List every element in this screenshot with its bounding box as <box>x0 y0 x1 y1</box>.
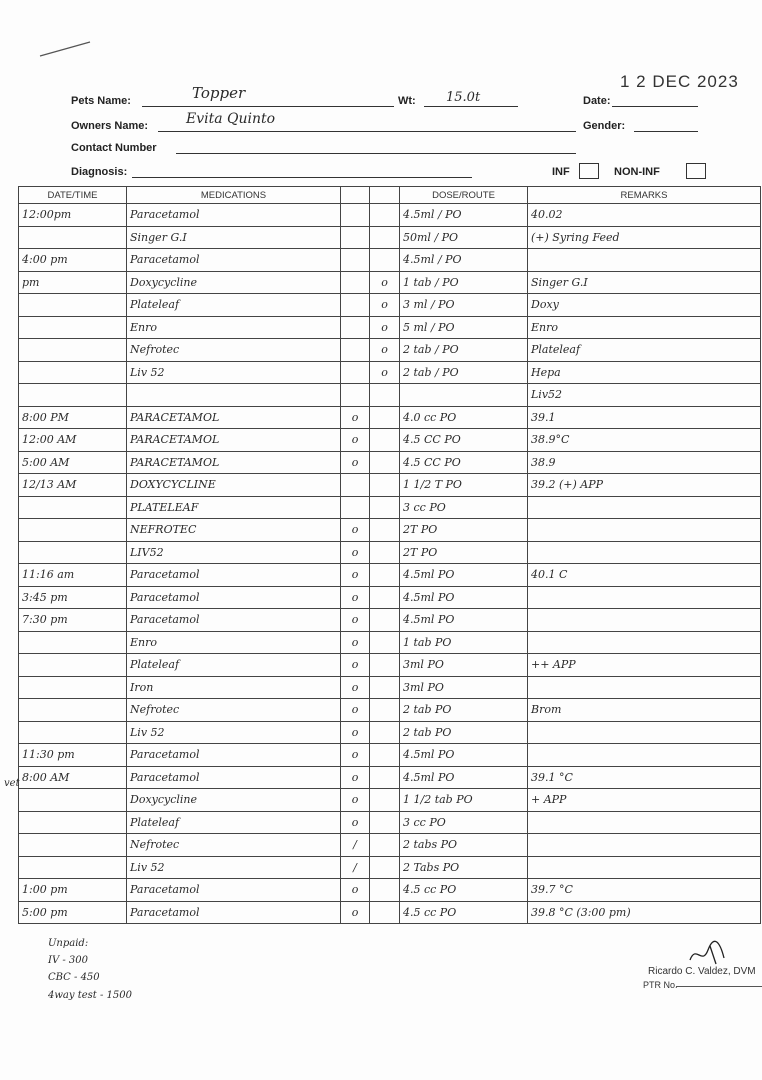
table-row <box>19 631 761 654</box>
contact-label: Contact Number <box>71 142 157 154</box>
row-mark-2 <box>370 654 400 677</box>
date-line <box>612 106 698 107</box>
row-mark-2: o <box>370 316 400 339</box>
noninf-label: NON-INF <box>614 166 660 178</box>
date-label: Date: <box>583 95 611 107</box>
row-mark-2 <box>370 789 400 812</box>
row-mark-2 <box>370 519 400 542</box>
row-dose-route <box>400 384 528 407</box>
row-mark-2 <box>370 856 400 879</box>
row-remarks: 40.02 <box>528 204 761 227</box>
table-row <box>19 789 761 812</box>
row-mark-1 <box>341 294 370 317</box>
row-dose-route: 3 cc PO <box>400 496 528 519</box>
row-mark-2: o <box>370 294 400 317</box>
owners-name-label: Owners Name: <box>71 120 149 132</box>
table-row <box>19 811 761 834</box>
row-remarks <box>528 676 761 699</box>
table-row <box>19 406 761 429</box>
table-row <box>19 609 761 632</box>
contact-line <box>176 153 576 154</box>
ptr-line <box>676 986 762 987</box>
row-medication: Plateleaf <box>127 811 341 834</box>
row-date: 11:16 am <box>19 564 127 587</box>
row-date: 7:30 pm <box>19 609 127 632</box>
row-mark-1 <box>341 316 370 339</box>
row-date: 4:00 pm <box>19 249 127 272</box>
row-mark-1: o <box>341 699 370 722</box>
row-dose-route: 4.5ml PO <box>400 744 528 767</box>
row-mark-2 <box>370 744 400 767</box>
row-medication: Doxycycline <box>127 271 341 294</box>
row-date: 1:00 pm <box>19 879 127 902</box>
row-date: pm <box>19 271 127 294</box>
corner-mark <box>36 38 96 60</box>
unpaid-line-3: 4way test - 1500 <box>48 990 132 1001</box>
row-mark-2 <box>370 631 400 654</box>
row-date <box>19 519 127 542</box>
row-dose-route: 4.0 cc PO <box>400 406 528 429</box>
row-mark-2 <box>370 811 400 834</box>
row-remarks: Brom <box>528 699 761 722</box>
row-medication: Nefrotec <box>127 699 341 722</box>
table-row <box>19 586 761 609</box>
row-mark-2 <box>370 721 400 744</box>
row-mark-2: o <box>370 271 400 294</box>
diagnosis-line <box>132 177 472 178</box>
row-date: 8:00 AM <box>19 766 127 789</box>
row-remarks: 39.1 <box>528 406 761 429</box>
row-dose-route: 4.5ml PO <box>400 564 528 587</box>
row-dose-route: 1 1/2 tab PO <box>400 789 528 812</box>
row-date <box>19 789 127 812</box>
table-header-row <box>19 187 761 204</box>
row-dose-route: 4.5ml / PO <box>400 249 528 272</box>
row-mark-1: o <box>341 586 370 609</box>
row-date: 5:00 AM <box>19 451 127 474</box>
row-dose-route: 4.5 cc PO <box>400 879 528 902</box>
table-row <box>19 429 761 452</box>
row-date: 12/13 AM <box>19 474 127 497</box>
row-date: 5:00 pm <box>19 901 127 924</box>
row-remarks: + APP <box>528 789 761 812</box>
row-mark-1: o <box>341 631 370 654</box>
row-date: 12:00pm <box>19 204 127 227</box>
row-medication: Liv 52 <box>127 721 341 744</box>
row-date <box>19 699 127 722</box>
row-date: 12:00 AM <box>19 429 127 452</box>
row-date <box>19 631 127 654</box>
table-row <box>19 294 761 317</box>
date-stamp: 1 2 DEC 2023 <box>620 72 739 91</box>
row-dose-route: 4.5ml PO <box>400 766 528 789</box>
col-remarks: REMARKS <box>528 187 761 204</box>
table-row <box>19 384 761 407</box>
table-row <box>19 856 761 879</box>
row-mark-2 <box>370 541 400 564</box>
table-row <box>19 474 761 497</box>
row-remarks <box>528 631 761 654</box>
row-remarks <box>528 721 761 744</box>
row-medication: Singer G.I <box>127 226 341 249</box>
table-row <box>19 564 761 587</box>
row-dose-route: 4.5ml PO <box>400 609 528 632</box>
row-remarks: Singer G.I <box>528 271 761 294</box>
row-remarks: Liv52 <box>528 384 761 407</box>
wt-value: 15.0t <box>446 90 481 105</box>
row-dose-route: 2 tab PO <box>400 721 528 744</box>
row-dose-route: 50ml / PO <box>400 226 528 249</box>
row-mark-2 <box>370 451 400 474</box>
row-dose-route: 2 tab / PO <box>400 361 528 384</box>
inf-label: INF <box>552 166 570 178</box>
row-remarks: 39.7 °C <box>528 879 761 902</box>
row-mark-1: / <box>341 834 370 857</box>
col-medications: MEDICATIONS <box>127 187 341 204</box>
col-dose-route: DOSE/ROUTE <box>400 187 528 204</box>
row-remarks: Hepa <box>528 361 761 384</box>
unpaid-label: Unpaid: <box>48 938 89 949</box>
owners-name-value: Evita Quinto <box>186 111 276 127</box>
row-mark-1: o <box>341 744 370 767</box>
row-remarks: ++ APP <box>528 654 761 677</box>
row-mark-1: o <box>341 609 370 632</box>
row-mark-2 <box>370 429 400 452</box>
row-mark-2 <box>370 676 400 699</box>
row-mark-2 <box>370 879 400 902</box>
row-remarks: Enro <box>528 316 761 339</box>
row-mark-1: o <box>341 564 370 587</box>
row-mark-1: o <box>341 676 370 699</box>
row-medication: PARACETAMOL <box>127 451 341 474</box>
row-date <box>19 676 127 699</box>
table-row <box>19 226 761 249</box>
row-medication: Liv 52 <box>127 361 341 384</box>
row-mark-1: o <box>341 541 370 564</box>
pets-name-line <box>142 106 394 107</box>
row-dose-route: 4.5 CC PO <box>400 451 528 474</box>
vet-name: Ricardo C. Valdez, DVM <box>648 966 756 977</box>
table-row <box>19 451 761 474</box>
row-mark-2 <box>370 609 400 632</box>
row-remarks <box>528 249 761 272</box>
row-mark-1 <box>341 204 370 227</box>
col-mark-2 <box>370 187 400 204</box>
row-dose-route: 1 1/2 T PO <box>400 474 528 497</box>
wt-label: Wt: <box>398 95 416 107</box>
row-medication: PARACETAMOL <box>127 406 341 429</box>
row-mark-2 <box>370 384 400 407</box>
row-mark-2 <box>370 766 400 789</box>
row-mark-1: / <box>341 856 370 879</box>
pets-name-label: Pets Name: <box>71 95 131 107</box>
row-dose-route: 4.5ml PO <box>400 586 528 609</box>
row-date <box>19 496 127 519</box>
row-mark-2 <box>370 564 400 587</box>
row-medication: LIV52 <box>127 541 341 564</box>
wt-line <box>424 106 518 107</box>
row-remarks: 40.1 C <box>528 564 761 587</box>
row-medication: Plateleaf <box>127 294 341 317</box>
row-mark-1 <box>341 249 370 272</box>
row-remarks: 38.9 <box>528 451 761 474</box>
row-date <box>19 856 127 879</box>
row-medication: Enro <box>127 316 341 339</box>
ptr-label: PTR No. <box>643 980 678 990</box>
row-dose-route: 3 ml / PO <box>400 294 528 317</box>
row-medication: DOXYCYCLINE <box>127 474 341 497</box>
table-row <box>19 204 761 227</box>
row-medication: Iron <box>127 676 341 699</box>
row-dose-route: 1 tab / PO <box>400 271 528 294</box>
table-row <box>19 879 761 902</box>
row-mark-1: o <box>341 429 370 452</box>
table-row <box>19 496 761 519</box>
row-mark-1 <box>341 339 370 362</box>
row-dose-route: 5 ml / PO <box>400 316 528 339</box>
row-mark-2 <box>370 586 400 609</box>
row-date <box>19 654 127 677</box>
row-medication: NEFROTEC <box>127 519 341 542</box>
table-row <box>19 519 761 542</box>
row-date <box>19 834 127 857</box>
row-date <box>19 226 127 249</box>
row-remarks: Plateleaf <box>528 339 761 362</box>
row-mark-2: o <box>370 339 400 362</box>
row-mark-1: o <box>341 879 370 902</box>
row-remarks: 39.1 °C <box>528 766 761 789</box>
row-remarks <box>528 856 761 879</box>
row-mark-1: o <box>341 721 370 744</box>
row-mark-1 <box>341 474 370 497</box>
row-mark-2 <box>370 474 400 497</box>
row-dose-route: 4.5ml / PO <box>400 204 528 227</box>
row-remarks: 39.2 (+) APP <box>528 474 761 497</box>
row-mark-2 <box>370 901 400 924</box>
table-row <box>19 361 761 384</box>
row-mark-2 <box>370 406 400 429</box>
row-date: 8:00 PM <box>19 406 127 429</box>
row-mark-1 <box>341 271 370 294</box>
unpaid-line-1: IV - 300 <box>48 955 88 966</box>
table-row <box>19 541 761 564</box>
row-medication: Paracetamol <box>127 901 341 924</box>
table-row <box>19 676 761 699</box>
table-body <box>19 204 761 924</box>
row-dose-route: 2 tab / PO <box>400 339 528 362</box>
row-remarks <box>528 519 761 542</box>
row-mark-1: o <box>341 789 370 812</box>
row-remarks <box>528 541 761 564</box>
gender-line <box>634 131 698 132</box>
row-dose-route: 2 Tabs PO <box>400 856 528 879</box>
row-mark-1: o <box>341 901 370 924</box>
row-medication: Paracetamol <box>127 609 341 632</box>
row-remarks <box>528 744 761 767</box>
row-mark-1 <box>341 361 370 384</box>
row-remarks: Doxy <box>528 294 761 317</box>
noninf-checkbox <box>686 163 706 179</box>
col-mark-1 <box>341 187 370 204</box>
row-dose-route: 4.5 CC PO <box>400 429 528 452</box>
gender-label: Gender: <box>583 120 626 132</box>
row-dose-route: 3ml PO <box>400 654 528 677</box>
row-medication: Plateleaf <box>127 654 341 677</box>
row-medication: Paracetamol <box>127 249 341 272</box>
row-medication: Liv 52 <box>127 856 341 879</box>
table-row <box>19 744 761 767</box>
row-medication: Paracetamol <box>127 879 341 902</box>
row-mark-1 <box>341 496 370 519</box>
table-row <box>19 316 761 339</box>
row-remarks: (+) Syring Feed <box>528 226 761 249</box>
row-mark-2 <box>370 496 400 519</box>
row-mark-1: o <box>341 406 370 429</box>
row-dose-route: 2 tab PO <box>400 699 528 722</box>
row-date: 3:45 pm <box>19 586 127 609</box>
table-row <box>19 654 761 677</box>
row-medication: Nefrotec <box>127 834 341 857</box>
row-date <box>19 721 127 744</box>
row-dose-route: 1 tab PO <box>400 631 528 654</box>
row-mark-1 <box>341 226 370 249</box>
medication-table <box>18 186 761 924</box>
row-mark-2 <box>370 204 400 227</box>
inf-checkbox <box>579 163 599 179</box>
row-dose-route: 4.5 cc PO <box>400 901 528 924</box>
row-dose-route: 2T PO <box>400 541 528 564</box>
row-mark-2 <box>370 834 400 857</box>
row-mark-2 <box>370 226 400 249</box>
row-remarks <box>528 496 761 519</box>
row-dose-route: 3ml PO <box>400 676 528 699</box>
row-mark-2: o <box>370 361 400 384</box>
row-remarks <box>528 811 761 834</box>
row-remarks <box>528 609 761 632</box>
row-remarks <box>528 834 761 857</box>
col-date-time: DATE/TIME <box>19 187 127 204</box>
row-remarks <box>528 586 761 609</box>
row-medication: PLATELEAF <box>127 496 341 519</box>
unpaid-line-2: CBC - 450 <box>48 972 100 983</box>
row-dose-route: 2 tabs PO <box>400 834 528 857</box>
row-date <box>19 541 127 564</box>
table-row <box>19 834 761 857</box>
row-medication: Paracetamol <box>127 586 341 609</box>
row-mark-1: o <box>341 451 370 474</box>
pets-name-value: Topper <box>192 84 246 102</box>
row-medication: Paracetamol <box>127 744 341 767</box>
row-medication: Nefrotec <box>127 339 341 362</box>
table-row <box>19 901 761 924</box>
row-date <box>19 811 127 834</box>
margin-note: vet <box>4 778 20 789</box>
row-mark-2 <box>370 699 400 722</box>
row-date: 11:30 pm <box>19 744 127 767</box>
row-remarks: 39.8 °C (3:00 pm) <box>528 901 761 924</box>
owners-name-line <box>158 131 576 132</box>
row-mark-1: o <box>341 654 370 677</box>
row-dose-route: 2T PO <box>400 519 528 542</box>
table-row <box>19 339 761 362</box>
row-medication: Paracetamol <box>127 204 341 227</box>
row-date <box>19 294 127 317</box>
row-medication: Doxycycline <box>127 789 341 812</box>
row-mark-2 <box>370 249 400 272</box>
table-row <box>19 721 761 744</box>
diagnosis-label: Diagnosis: <box>71 166 128 178</box>
row-medication <box>127 384 341 407</box>
row-mark-1: o <box>341 766 370 789</box>
table-row <box>19 249 761 272</box>
row-medication: PARACETAMOL <box>127 429 341 452</box>
table-row <box>19 271 761 294</box>
row-date <box>19 361 127 384</box>
row-medication: Paracetamol <box>127 564 341 587</box>
row-date <box>19 339 127 362</box>
row-dose-route: 3 cc PO <box>400 811 528 834</box>
row-mark-1: o <box>341 811 370 834</box>
row-date <box>19 316 127 339</box>
row-mark-1 <box>341 384 370 407</box>
row-date <box>19 384 127 407</box>
table-row <box>19 766 761 789</box>
row-remarks: 38.9°C <box>528 429 761 452</box>
row-medication: Enro <box>127 631 341 654</box>
row-mark-1: o <box>341 519 370 542</box>
row-medication: Paracetamol <box>127 766 341 789</box>
table-row <box>19 699 761 722</box>
